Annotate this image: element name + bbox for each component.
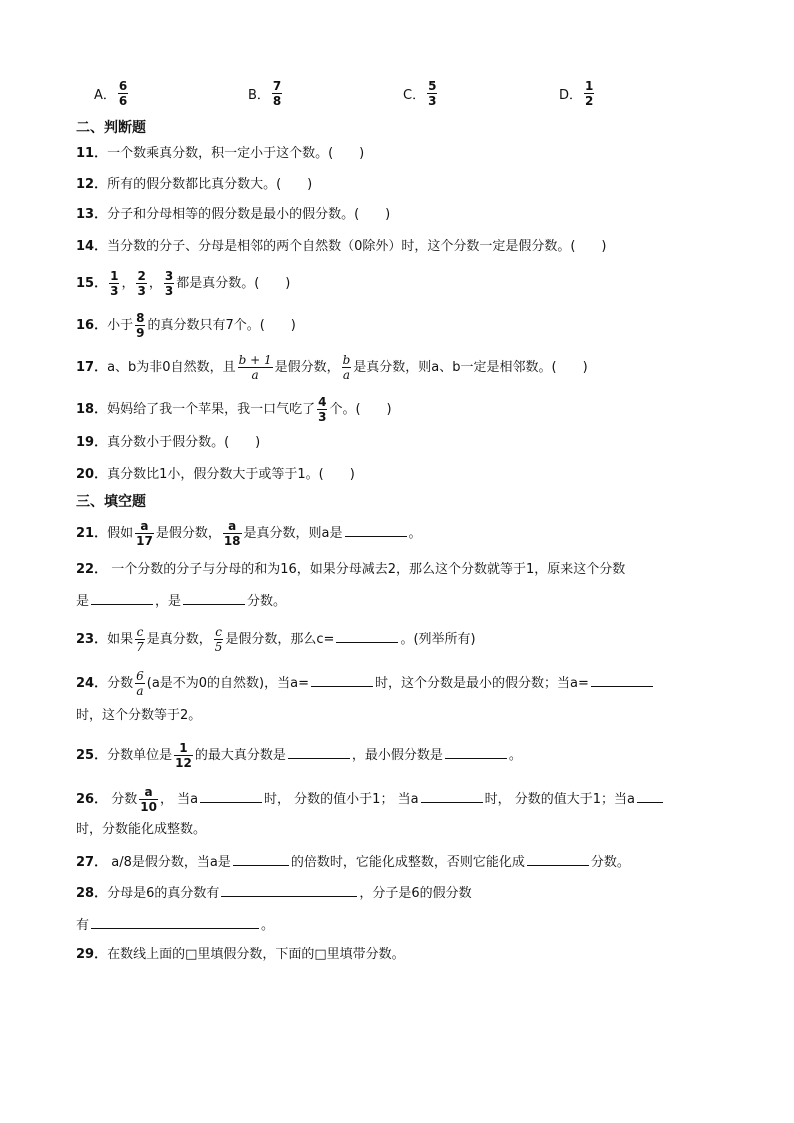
fraction: $\frac{b}{a}$ (342, 353, 351, 382)
question-28: 28．分母是6的真分数有 ，分子是6的假分数 (76, 882, 734, 904)
question-21: 21．假如 $\frac{a}{17}$ 是假分数， $\frac{a}{18}$ 是真分数，则a是 。 (76, 519, 422, 548)
choice-d: D． $\frac{1}{2}$ (559, 79, 594, 108)
choice-a: A． $\frac{6}{6}$ (94, 79, 128, 108)
question-11: 11．一个数乘真分数，积一定小于这个数。( ) (76, 146, 365, 161)
question-16: 16．小于 $\frac{8}{9}$ 的真分数只有7个。( ) (76, 311, 296, 340)
answer-blank[interactable] (91, 914, 259, 929)
fraction: $\frac{a}{10}$ (140, 785, 157, 814)
answer-blank[interactable] (591, 672, 653, 687)
fraction: $\frac{4}{3}$ (318, 395, 327, 424)
question-22: 22． 一个分数的分子与分母的和为16，如果分母减去2，那么这个分数就等于1，原来这个分数 (76, 562, 626, 577)
fraction: $\frac{c}{5}$ (214, 625, 223, 654)
question-24-line2: 时，这个分数等于2。 (76, 708, 202, 723)
question-12: 12．所有的假分数都比真分数大。( ) (76, 177, 313, 192)
answer-blank[interactable] (200, 788, 262, 803)
answer-blank[interactable] (445, 744, 507, 759)
question-17: 17．a、b为非0自然数，且 $\frac{b + 1}{a}$ 是假分数， $\frac{b}{a}$ 是真分数，则a、b一定是相邻数。( ) (76, 353, 588, 382)
question-24: 24．分数 $\frac{6}{a}$ (a是不为0的自然数)，当a= 时，这个分数是最小的假分数；当a= (76, 670, 734, 697)
answer-blank[interactable] (336, 628, 398, 643)
question-25: 25．分数单位是 $\frac{1}{12}$ 的最大真分数是 ，最小假分数是 。 (76, 741, 522, 770)
fraction: $\frac{b + 1}{a}$ (238, 353, 272, 382)
section-heading-judgement: 二、判断题 (76, 120, 146, 136)
fraction: $\frac{2}{3}$ (137, 269, 146, 298)
question-26-line2: 时，分数能化成整数。 (76, 822, 207, 837)
fraction: $\frac{6}{6}$ (118, 79, 128, 108)
fraction: $\frac{7}{8}$ (272, 79, 282, 108)
question-22-line2: 是 ，是 分数。 (76, 590, 734, 612)
question-29: 29．在数线上面的□里填假分数，下面的□里填带分数。 (76, 947, 405, 962)
answer-blank[interactable] (288, 744, 350, 759)
fraction: $\frac{c}{7}$ (136, 625, 144, 654)
question-20: 20．真分数比1小，假分数大于或等于1。( ) (76, 467, 355, 482)
fraction: $\frac{a}{17}$ (136, 519, 153, 548)
fraction: $\frac{5}{3}$ (428, 79, 437, 108)
answer-blank[interactable] (183, 590, 245, 605)
section-heading-fill-in: 三、填空题 (76, 494, 146, 510)
fraction: $\frac{3}{3}$ (164, 269, 174, 298)
answer-blank[interactable] (421, 788, 483, 803)
answer-blank[interactable] (221, 882, 357, 897)
fraction: $\frac{6}{a}$ (136, 669, 144, 698)
question-27: 27． a/8是假分数，当a是 的倍数时，它能化成整数，否则它能化成 分数。 (76, 851, 734, 873)
answer-blank[interactable] (637, 788, 663, 803)
choice-c: C． $\frac{5}{3}$ (403, 79, 437, 108)
answer-blank[interactable] (311, 672, 373, 687)
fraction: $\frac{1}{3}$ (110, 269, 119, 298)
question-18: 18．妈妈给了我一个苹果，我一口气吃了 $\frac{4}{3}$ 个。( ) (76, 395, 392, 424)
answer-blank[interactable] (91, 590, 153, 605)
question-28-line2: 有 。 (76, 914, 734, 936)
fraction: $\frac{a}{18}$ (223, 519, 241, 548)
fraction: $\frac{1}{12}$ (175, 741, 192, 770)
question-19: 19．真分数小于假分数。( ) (76, 435, 261, 450)
answer-blank[interactable] (345, 522, 407, 537)
fraction: $\frac{1}{2}$ (585, 79, 594, 108)
question-13: 13．分子和分母相等的假分数是最小的假分数。( ) (76, 207, 391, 222)
question-26: 26． 分数 $\frac{a}{10}$ ， 当a 时， 分数的值小于1； 当a 时， 分数的值大于1；当a (76, 786, 734, 813)
question-14: 14．当分数的分子、分母是相邻的两个自然数（0除外）时，这个分数一定是假分数。( ) (76, 239, 607, 254)
question-15: 15． $\frac{1}{3}$ ， $\frac{2}{3}$ ， $\frac{3}{3}$ 都是真分数。( ) (76, 269, 291, 298)
choice-b: B． $\frac{7}{8}$ (248, 79, 282, 108)
fraction: $\frac{8}{9}$ (136, 311, 145, 340)
answer-blank[interactable] (527, 851, 589, 866)
answer-blank[interactable] (233, 851, 289, 866)
question-23: 23．如果 $\frac{c}{7}$ 是真分数， $\frac{c}{5}$ 是假分数，那么c= 。(列举所有) (76, 625, 476, 654)
